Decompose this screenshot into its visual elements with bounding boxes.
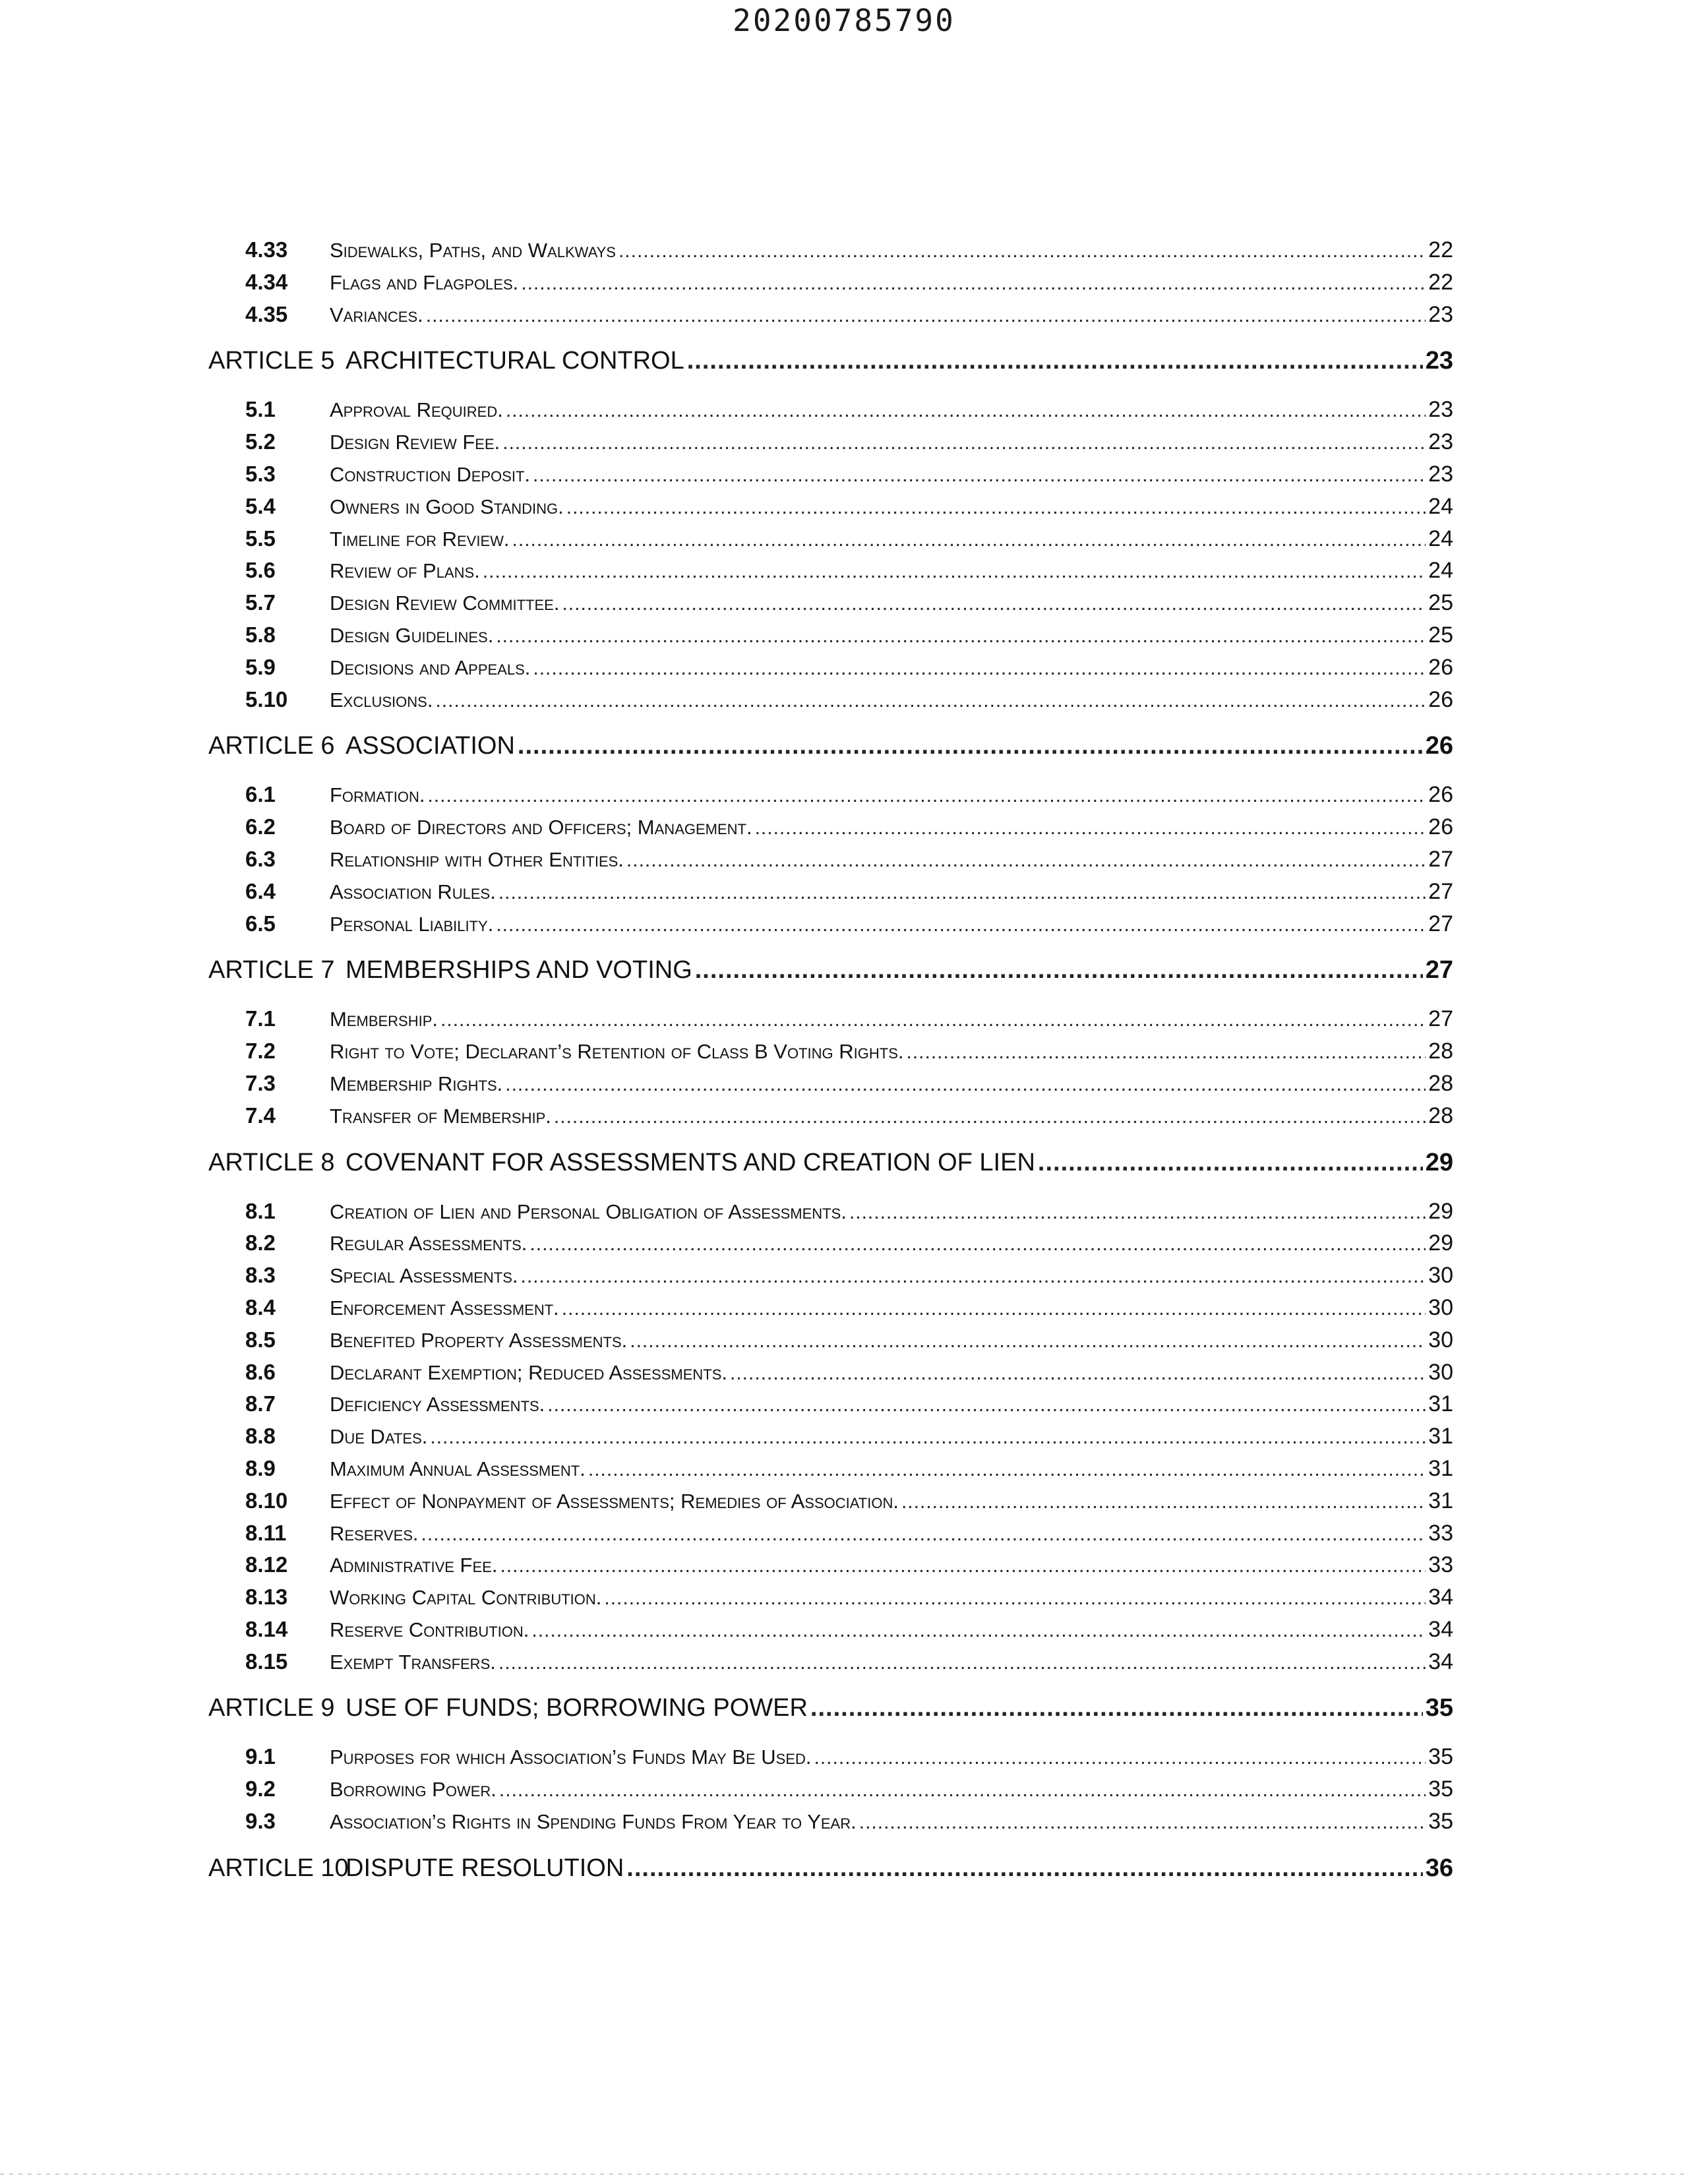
section-title: Effect of Nonpayment of Assessments; Remedies of Association. [330, 1489, 899, 1513]
dot-leader [554, 1106, 1426, 1128]
page-number: 29 [1428, 1230, 1453, 1256]
section-title: Review of Plans. [330, 559, 480, 583]
page-number: 36 [1425, 1854, 1453, 1882]
dot-leader [730, 1362, 1426, 1385]
toc-section-row[interactable] [208, 1071, 1453, 1103]
page-number: 30 [1428, 1294, 1453, 1320]
toc-section-row[interactable] [208, 1039, 1453, 1071]
toc-section-row[interactable] [208, 1360, 1453, 1392]
section-title: Timeline for Review. [330, 527, 510, 551]
toc-section-row[interactable] [208, 558, 1453, 590]
toc-section-row[interactable] [208, 1327, 1453, 1360]
page-number: 30 [1428, 1263, 1453, 1289]
section-number: 8.9 [245, 1455, 276, 1480]
page-number: 27 [1428, 1006, 1453, 1032]
section-title: Administrative Fee. [330, 1554, 498, 1577]
section-title: Declarant Exemption; Reduced Assessments. [330, 1360, 728, 1384]
document-number: 20200785790 [733, 3, 955, 38]
dot-leader [695, 956, 1423, 985]
section-number: 4.33 [245, 237, 288, 262]
dot-leader [687, 347, 1423, 375]
page-number: 27 [1428, 878, 1453, 904]
article-number: ARTICLE 8 [208, 1148, 335, 1176]
article-title: MEMBERSHIPS AND VOTING [346, 956, 692, 985]
section-number: 5.3 [245, 461, 276, 486]
toc-section-row[interactable] [208, 590, 1453, 622]
dot-leader [547, 1394, 1426, 1416]
section-title: Exclusions. [330, 688, 433, 712]
toc-section-row[interactable] [208, 1744, 1453, 1776]
section-number: 6.1 [245, 782, 276, 807]
dot-leader [521, 272, 1426, 295]
section-title: Reserve Contribution. [330, 1618, 529, 1641]
section-title: Association Rules. [330, 880, 496, 903]
toc-section-row[interactable] [208, 429, 1453, 462]
section-number: 6.4 [245, 878, 276, 903]
dot-leader [496, 914, 1426, 936]
toc-section-row[interactable] [208, 1391, 1453, 1424]
article-number: ARTICLE 10 [208, 1854, 349, 1882]
toc-section-row[interactable] [208, 1649, 1453, 1682]
section-title: Flags and Flagpoles. [330, 270, 519, 294]
section-number: 5.8 [245, 622, 276, 647]
section-number: 8.11 [245, 1520, 287, 1545]
toc-section-row[interactable] [208, 1776, 1453, 1809]
page-number: 30 [1428, 1359, 1453, 1385]
dot-leader [500, 1555, 1426, 1577]
dot-leader [630, 1330, 1426, 1352]
dot-leader [588, 1459, 1426, 1481]
dot-leader [421, 1523, 1426, 1546]
section-title: Benefited Property Assessments. [330, 1328, 628, 1352]
section-number: 7.2 [245, 1039, 276, 1064]
section-title: Deficiency Assessments. [330, 1393, 545, 1416]
toc-article-row[interactable] [208, 1694, 1453, 1734]
toc-section-row[interactable] [208, 494, 1453, 526]
page-number: 27 [1425, 956, 1453, 985]
page-number: 26 [1425, 732, 1453, 760]
article-number: ARTICLE 7 [208, 956, 335, 985]
dot-leader [426, 305, 1426, 327]
page-number: 25 [1428, 622, 1453, 648]
page-number: 24 [1428, 526, 1453, 551]
page-number: 23 [1425, 347, 1453, 375]
toc-section-row[interactable] [208, 879, 1453, 911]
toc-section-row[interactable] [208, 1103, 1453, 1136]
dot-leader [498, 1652, 1426, 1674]
page-number: 35 [1428, 1809, 1453, 1835]
section-title: Transfer of Membership. [330, 1104, 551, 1128]
article-number: ARTICLE 6 [208, 732, 335, 760]
dot-leader [604, 1587, 1426, 1610]
page-number: 35 [1428, 1776, 1453, 1802]
toc-article-row[interactable] [208, 732, 1453, 772]
section-title: Borrowing Power. [330, 1778, 497, 1802]
toc-section-row[interactable] [208, 237, 1453, 270]
toc-section-row[interactable] [208, 1263, 1453, 1295]
section-title: Association’s Rights in Spending Funds From Year to Year. [330, 1810, 857, 1834]
section-number: 8.13 [245, 1585, 288, 1610]
page-number: 31 [1428, 1391, 1453, 1417]
table-of-contents [208, 237, 1453, 1904]
dot-leader [505, 1074, 1426, 1096]
page-number: 29 [1425, 1148, 1453, 1176]
toc-section-row[interactable] [208, 622, 1453, 655]
dot-leader [496, 625, 1426, 648]
page-number: 31 [1428, 1455, 1453, 1481]
section-number: 8.15 [245, 1649, 288, 1674]
section-number: 8.2 [245, 1230, 276, 1256]
dot-leader [849, 1201, 1426, 1224]
dot-leader [435, 690, 1426, 712]
toc-section-row[interactable] [208, 1488, 1453, 1521]
dot-leader [499, 1779, 1426, 1802]
article-title: DISPUTE RESOLUTION [346, 1854, 624, 1882]
section-title: Construction Deposit. [330, 462, 531, 486]
dot-leader [518, 732, 1423, 760]
section-number: 6.2 [245, 814, 276, 839]
article-number: ARTICLE 5 [208, 347, 335, 375]
page-number: 28 [1428, 1103, 1453, 1128]
page-number: 33 [1428, 1520, 1453, 1546]
toc-section-row[interactable] [208, 270, 1453, 302]
section-number: 9.2 [245, 1776, 276, 1802]
dot-leader [506, 400, 1426, 422]
section-title: Sidewalks, Paths, and Walkways [330, 239, 616, 262]
section-number: 5.1 [245, 397, 276, 422]
section-title: Membership. [330, 1008, 438, 1031]
toc-section-row[interactable] [208, 1585, 1453, 1617]
page-number: 23 [1428, 461, 1453, 487]
page-number: 23 [1428, 397, 1453, 423]
article-title: ASSOCIATION [346, 732, 515, 760]
dot-leader [859, 1811, 1426, 1834]
toc-article-row[interactable] [208, 1149, 1453, 1188]
toc-section-row[interactable] [208, 1552, 1453, 1585]
dot-leader [810, 1694, 1423, 1722]
toc-section-row[interactable] [208, 1230, 1453, 1263]
section-title: Design Review Fee. [330, 431, 500, 454]
section-number: 6.5 [245, 911, 276, 936]
dot-leader [498, 882, 1426, 904]
dot-leader [533, 657, 1426, 680]
page-number: 23 [1428, 301, 1453, 327]
section-number: 4.34 [245, 269, 288, 294]
page-number: 31 [1428, 1424, 1453, 1449]
section-title: Working Capital Contribution. [330, 1586, 602, 1610]
section-title: Relationship with Other Entities. [330, 847, 624, 871]
section-number: 8.10 [245, 1488, 288, 1513]
section-title: Reserves. [330, 1521, 419, 1545]
page-number: 28 [1428, 1070, 1453, 1096]
page-number: 29 [1428, 1198, 1453, 1224]
section-number: 8.6 [245, 1359, 276, 1384]
dot-leader [483, 561, 1426, 583]
section-title: Exempt Transfers. [330, 1650, 496, 1674]
section-number: 8.14 [245, 1616, 288, 1641]
section-title: Creation of Lien and Personal Obligation of Assessments. [330, 1199, 847, 1223]
toc-section-row[interactable] [208, 1424, 1453, 1456]
section-number: 7.3 [245, 1070, 276, 1095]
section-title: Approval Required. [330, 398, 503, 422]
page-number: 26 [1428, 654, 1453, 680]
dot-leader [512, 529, 1426, 551]
section-number: 5.7 [245, 590, 276, 615]
toc-section-row[interactable] [208, 1521, 1453, 1553]
toc-section-row[interactable] [208, 1617, 1453, 1649]
dot-leader [521, 1265, 1426, 1288]
page-number: 22 [1428, 269, 1453, 295]
section-title: Due Dates. [330, 1425, 428, 1449]
dot-leader [440, 1009, 1426, 1031]
page-number: 34 [1428, 1616, 1453, 1642]
toc-section-row[interactable] [208, 1199, 1453, 1231]
article-title: COVENANT FOR ASSESSMENTS AND CREATION OF LIEN [346, 1148, 1035, 1176]
page-number: 27 [1428, 911, 1453, 936]
toc-section-row[interactable] [208, 462, 1453, 494]
dot-leader [562, 593, 1426, 615]
dot-leader [618, 240, 1426, 262]
scan-artifact-line [0, 2173, 1688, 2175]
toc-section-row[interactable] [208, 302, 1453, 334]
page-number: 35 [1428, 1744, 1453, 1770]
dot-leader [1038, 1149, 1423, 1177]
toc-section-row[interactable] [208, 655, 1453, 687]
section-number: 5.10 [245, 686, 288, 712]
dot-leader [533, 464, 1426, 487]
section-number: 5.9 [245, 654, 276, 679]
page-number: 26 [1428, 782, 1453, 808]
section-title: Design Review Committee. [330, 592, 560, 615]
page-number: 25 [1428, 590, 1453, 616]
page-number: 30 [1428, 1327, 1453, 1352]
dot-leader [531, 1620, 1426, 1642]
toc-section-row[interactable] [208, 1006, 1453, 1039]
section-number: 5.4 [245, 493, 276, 518]
section-title: Owners in Good Standing. [330, 495, 564, 518]
dot-leader [626, 1854, 1422, 1883]
section-number: 9.3 [245, 1809, 276, 1834]
toc-section-row[interactable] [208, 526, 1453, 559]
dot-leader [529, 1233, 1426, 1256]
section-title: Formation. [330, 783, 425, 807]
section-number: 8.7 [245, 1391, 276, 1416]
section-number: 5.6 [245, 558, 276, 583]
dot-leader [901, 1491, 1426, 1513]
section-title: Right to Vote; Declarant’s Retention of Class B Voting Rights. [330, 1040, 904, 1064]
toc-section-row[interactable] [208, 1456, 1453, 1488]
page-number: 27 [1428, 846, 1453, 872]
page-number: 22 [1428, 237, 1453, 262]
toc-section-row[interactable] [208, 847, 1453, 879]
section-title: Special Assessments. [330, 1264, 518, 1288]
dot-leader [814, 1747, 1426, 1769]
page-number: 23 [1428, 429, 1453, 455]
section-title: Decisions and Appeals. [330, 655, 531, 679]
section-number: 8.1 [245, 1198, 276, 1223]
dot-leader [626, 849, 1426, 872]
section-number: 7.4 [245, 1103, 276, 1128]
page-number: 35 [1425, 1694, 1453, 1722]
section-number: 9.1 [245, 1744, 276, 1769]
page-number: 28 [1428, 1039, 1453, 1064]
section-number: 6.3 [245, 846, 276, 871]
section-number: 5.2 [245, 429, 276, 454]
section-number: 4.35 [245, 301, 288, 326]
section-title: Purposes for which Association’s Funds May Be Used. [330, 1745, 812, 1769]
section-title: Enforcement Assessment. [330, 1296, 559, 1320]
article-title: USE OF FUNDS; BORROWING POWER [346, 1694, 808, 1722]
toc-article-row[interactable] [208, 347, 1453, 386]
section-title: Membership Rights. [330, 1072, 503, 1095]
section-number: 8.5 [245, 1327, 276, 1352]
dot-leader [566, 497, 1426, 519]
section-number: 5.5 [245, 526, 276, 551]
dot-leader [562, 1298, 1426, 1320]
section-title: Regular Assessments. [330, 1232, 528, 1256]
toc-section-row[interactable] [208, 1809, 1453, 1841]
toc-section-row[interactable] [208, 687, 1453, 719]
page-number: 33 [1428, 1552, 1453, 1578]
toc-section-row[interactable] [208, 397, 1453, 429]
dot-leader [430, 1426, 1426, 1449]
dot-leader [906, 1041, 1426, 1064]
section-number: 8.8 [245, 1424, 276, 1449]
section-title: Maximum Annual Assessment. [330, 1457, 586, 1480]
page-number: 26 [1428, 814, 1453, 840]
article-number: ARTICLE 9 [208, 1694, 335, 1722]
page-number: 24 [1428, 493, 1453, 519]
toc-section-row[interactable] [208, 782, 1453, 814]
page-number: 24 [1428, 558, 1453, 584]
page-number: 31 [1428, 1488, 1453, 1513]
section-number: 8.12 [245, 1552, 288, 1577]
section-title: Board of Directors and Officers; Management. [330, 816, 752, 839]
section-number: 7.1 [245, 1006, 276, 1031]
dot-leader [755, 817, 1426, 839]
toc-section-row[interactable] [208, 911, 1453, 944]
section-title: Variances. [330, 303, 423, 326]
page-number: 34 [1428, 1585, 1453, 1610]
article-title: ARCHITECTURAL CONTROL [346, 347, 684, 375]
section-number: 8.3 [245, 1263, 276, 1288]
dot-leader [502, 432, 1426, 454]
dot-leader [427, 785, 1426, 807]
section-number: 8.4 [245, 1294, 276, 1320]
toc-article-row[interactable] [208, 1854, 1453, 1894]
page-number: 34 [1428, 1649, 1453, 1674]
toc-section-row[interactable] [208, 814, 1453, 847]
section-title: Personal Liability. [330, 912, 494, 936]
toc-section-row[interactable] [208, 1295, 1453, 1327]
section-title: Design Guidelines. [330, 623, 494, 647]
toc-article-row[interactable] [208, 956, 1453, 996]
page-number: 26 [1428, 686, 1453, 712]
